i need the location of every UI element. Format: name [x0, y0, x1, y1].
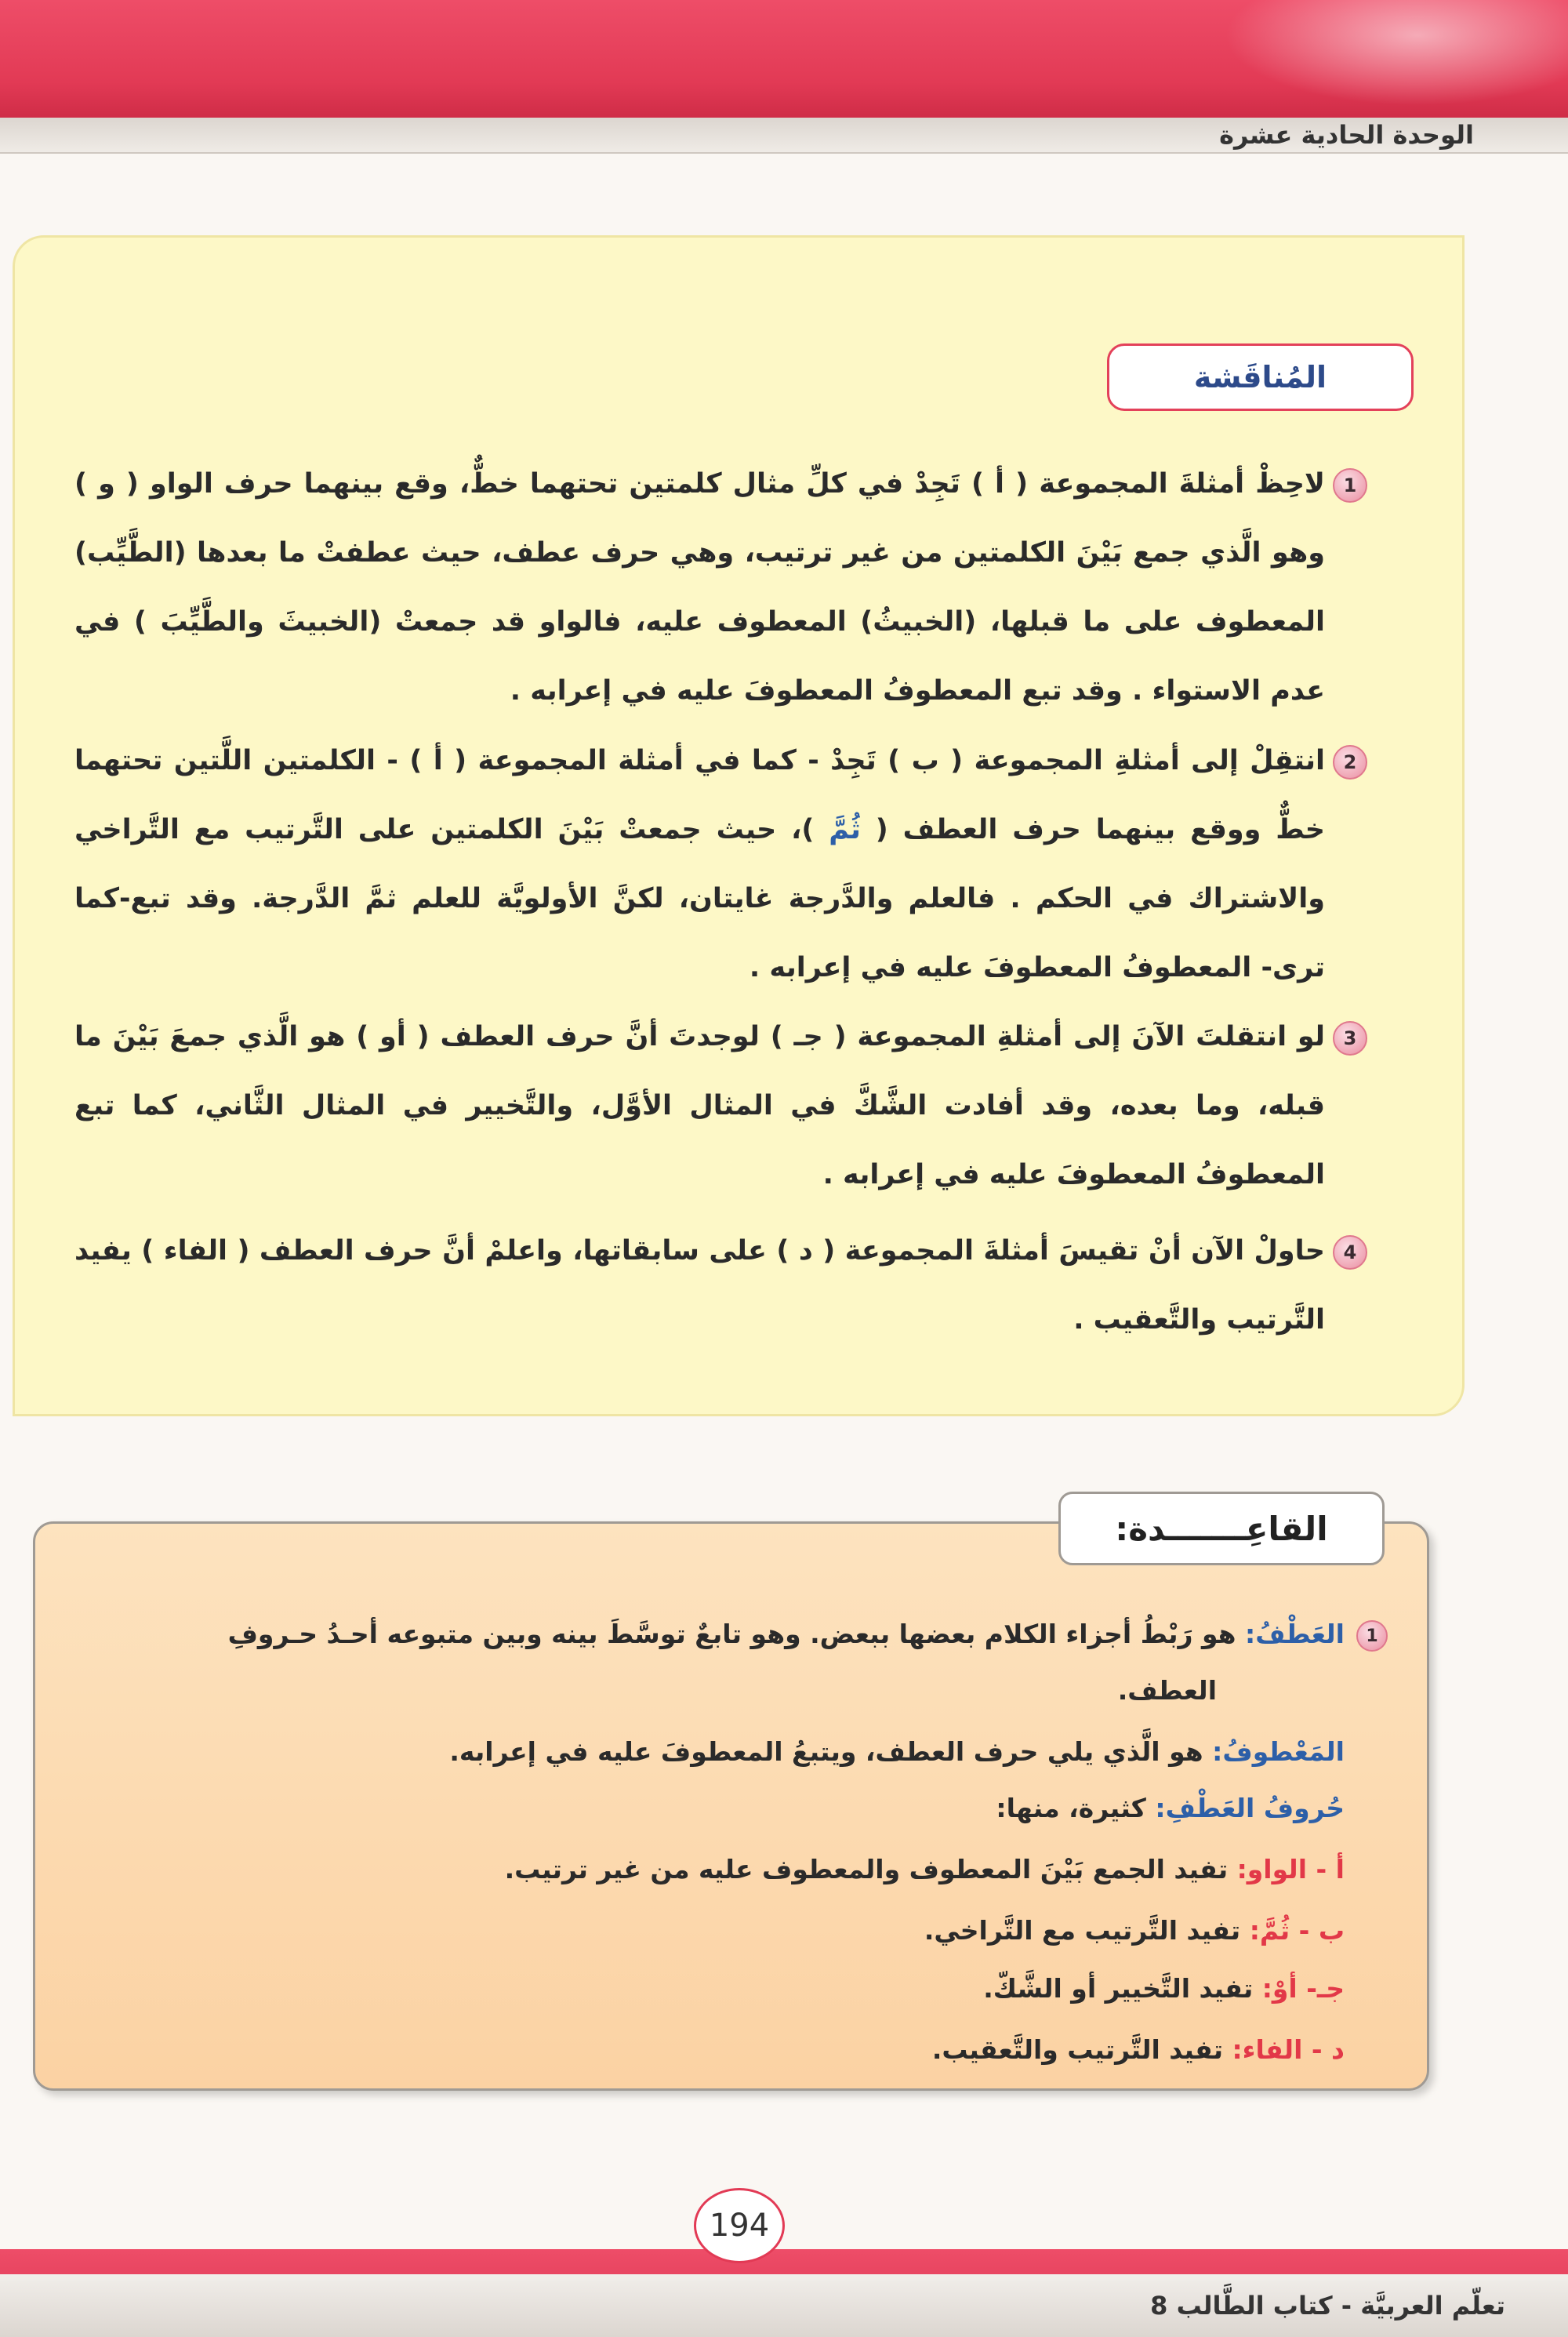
term-letters: حُروفُ العَطْفِ: [1155, 1793, 1345, 1823]
item-desc: تفيد التَّرتيب والتَّعقيب. [931, 2034, 1223, 2065]
item-label: ب - ثُمَّ: [1249, 1915, 1345, 1946]
item-label: د - الفاء: [1232, 2034, 1345, 2065]
paragraph-number: 2 [1333, 745, 1367, 780]
discussion-paragraph-1: لاحِظْ أمثلةَ المجموعة ( أ ) تَجِدْ في كلِّ مثال كلمتين تحتهما خطٌّ، وقع بينهما حرف الواو ( و ) وهو الَّذي جمع بَيْنَ الكلمتين من غير ترتيب، وهي حرف عطف، حيث عطفتْ ما بعدها (الطَّيِّب) المعطوف على ما قبلها، (الخبيثُ) المعطوف عليه، فالواو قد جمعتْ (الخبيثَ والطَّيِّبَ ) في عدم الاستواء . وقد تبع المعطوفُ المعطوفَ عليه في إعرابه . [74, 468, 1325, 707]
item-desc: تفيد التَّخيير أو الشَّكّ. [983, 1973, 1254, 2004]
rule-matuf-line [449, 1728, 1345, 1775]
rule-item-thumma [924, 1907, 1345, 1954]
discussion-title: المُناقَشة [1107, 343, 1414, 411]
term-matuf: المَعْطوفُ: [1212, 1736, 1345, 1767]
rule-letters-line [996, 1785, 1345, 1832]
paragraph-text: )، حيث جمعتْ بَيْنَ الكلمتين على التَّرتيب مع التَّراخي والاشتراك في الحكم . فالعلم والدَّرجة غايتان، لكنَّ الأولويَّة للعلم ثمَّ الدَّرجة. وقد تبع-كما ترى- المعطوفُ المعطوفَ عليه في إعرابه . [74, 814, 1325, 983]
rule-number: 1 [1356, 1620, 1388, 1652]
book-title: تعلّم العربيَّة - كتاب الطَّالب 8 [1150, 2291, 1505, 2321]
page-number: 194 [694, 2188, 785, 2263]
paragraph-number: 4 [1333, 1235, 1367, 1270]
definition-letters: كثيرة، منها: [996, 1793, 1146, 1823]
paragraph-text: انتقِلْ إلى أمثلةِ المجموعة ( ب ) تَجِدْ - كما في أمثلة المجموعة ( أ ) - الكلمتين اللَّتين تحتهما خطٌّ ووقع بينهما حرف العطف ( [74, 745, 1325, 845]
rule-item-fa [932, 2026, 1345, 2073]
rule-title: القاعِـــــــدة: [1058, 1492, 1385, 1565]
discussion-paragraph-4: حاولْ الآن أنْ تقيسَ أمثلةَ المجموعة ( د ) على سابقاتها، واعلمْ أنَّ حرف العطف ( الفاء ) يفيد التَّرتيب والتَّعقيب . [74, 1235, 1325, 1336]
item-label: جـ- أوْ: [1261, 1973, 1345, 2004]
discussion-paragraph-3: لو انتقلتَ الآنَ إلى أمثلةِ المجموعة ( جـ ) لوجدتَ أنَّ حرف العطف ( أو ) هو الَّذي جمعَ بَيْنَ ما قبله، وما بعده، وقد أفادت الشَّكَّ في المثال الأوَّل، والتَّخيير في المثال الثَّاني، كما تبع المعطوفُ المعطوفَ عليه في إعرابه . [74, 1021, 1325, 1190]
definition-atf: هو رَبْطُ أجزاء الكلام بعضها ببعض. وهو تابعٌ توسَّطَ بينه وبين متبوعه أحـدُ حـروفِ [227, 1619, 1236, 1649]
paragraph-number: 1 [1333, 468, 1367, 503]
rule-item-waw [505, 1846, 1345, 1893]
discussion-paragraph-2 [74, 726, 1325, 1002]
floral-decoration [1192, 0, 1568, 118]
highlighted-particle: ثُمَّ [829, 814, 861, 845]
top-banner [0, 0, 1568, 118]
item-desc: تفيد الجمع بَيْنَ المعطوف والمعطوف عليه من غير ترتيب. [504, 1854, 1229, 1885]
paragraph-number: 3 [1333, 1021, 1367, 1056]
item-label: أ - الواو: [1236, 1854, 1345, 1885]
unit-title: الوحدة الحادية عشرة [1219, 120, 1474, 150]
item-desc: تفيد التَّرتيب مع التَّراخي. [924, 1915, 1241, 1946]
term-atf: العَطْفُ: [1245, 1619, 1345, 1649]
definition-matuf: هو الَّذي يلي حرف العطف، ويتبعُ المعطوفَ عليه في إعرابه. [449, 1736, 1203, 1767]
rule-atf-continuation: العطف. [1117, 1675, 1217, 1706]
rule-item-aw [983, 1965, 1345, 2012]
rule-atf-line [228, 1611, 1345, 1658]
